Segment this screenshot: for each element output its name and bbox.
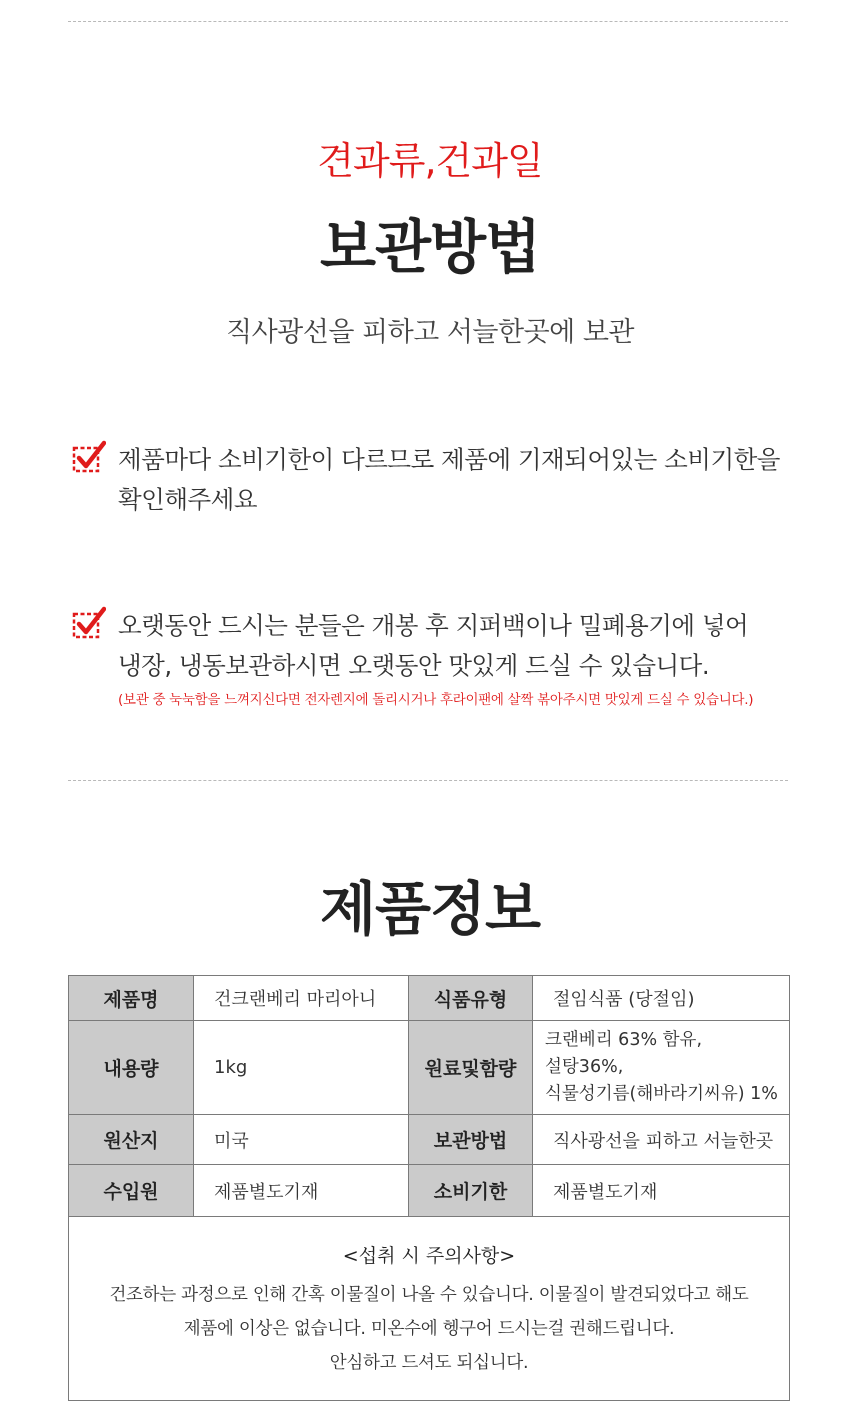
storage-description: 직사광선을 피하고 서늘한곳에 보관 — [226, 317, 634, 348]
table-row — [69, 976, 790, 1021]
table-row — [69, 1217, 790, 1401]
value-expiry: 제품별도기재 — [533, 1165, 790, 1217]
label-product-name: 제품명 — [69, 976, 194, 1021]
caution-cell — [69, 1217, 790, 1401]
caution-title: <섭취 시 주의사항> — [342, 1245, 516, 1267]
value-food-type: 절임식품 (당절임) — [533, 976, 790, 1021]
label-expiry: 소비기한 — [409, 1165, 533, 1217]
ingredient-line: 식물성기름(해바라기씨유) 1% — [545, 1084, 778, 1104]
label-ingredients: 원료및함량 — [409, 1021, 533, 1115]
storage-note-2 — [72, 606, 802, 708]
table-row — [69, 1115, 790, 1165]
note-line: 제품마다 소비기한이 다르므로 제품에 기재되어있는 소비기한을 — [118, 445, 780, 474]
label-origin: 원산지 — [69, 1115, 194, 1165]
note-line: 확인해주세요 — [118, 485, 258, 514]
table-row — [69, 1021, 790, 1115]
product-info-title: 제품정보 — [319, 875, 541, 943]
caution-line: 안심하고 드셔도 되십니다. — [329, 1353, 529, 1373]
label-content-amount: 내용량 — [69, 1021, 194, 1115]
value-ingredients — [533, 1021, 790, 1115]
product-info-table — [68, 975, 790, 1401]
value-storage: 직사광선을 피하고 서늘한곳 — [533, 1115, 790, 1165]
checkbox-check-icon — [72, 440, 106, 474]
note-line: 냉장, 냉동보관하시면 오랫동안 맛있게 드실 수 있습니다. — [118, 651, 710, 680]
label-importer: 수입원 — [69, 1165, 194, 1217]
ingredient-line: 크랜베리 63% 함유, — [545, 1030, 703, 1050]
top-divider — [68, 21, 788, 22]
value-product-name: 건크랜베리 마리아니 — [194, 976, 409, 1021]
storage-subtitle: 견과류,건과일 — [317, 139, 543, 183]
label-food-type: 식품유형 — [409, 976, 533, 1021]
ingredient-line: 설탕36%, — [545, 1057, 624, 1077]
table-row — [69, 1165, 790, 1217]
caution-line: 제품에 이상은 없습니다. 미온수에 헹구어 드시는걸 권해드립니다. — [183, 1319, 675, 1339]
value-importer: 제품별도기재 — [194, 1165, 409, 1217]
checkbox-check-icon — [72, 606, 106, 640]
label-storage: 보관방법 — [409, 1115, 533, 1165]
caution-line: 건조하는 과정으로 인해 간혹 이물질이 나올 수 있습니다. 이물질이 발견되었다고 해도 — [109, 1285, 749, 1305]
storage-note-1 — [72, 440, 802, 520]
value-origin: 미국 — [194, 1115, 409, 1165]
note-small-text: (보관 중 눅눅함을 느껴지신다면 전자렌지에 돌리시거나 후라이팬에 살짝 볶아주시면 맛있게 드실 수 있습니다.) — [118, 692, 754, 708]
storage-title: 보관방법 — [319, 213, 541, 281]
note-line: 오랫동안 드시는 분들은 개봉 후 지퍼백이나 밀폐용기에 넣어 — [118, 611, 749, 640]
value-content-amount: 1kg — [194, 1021, 409, 1115]
middle-divider — [68, 780, 788, 781]
